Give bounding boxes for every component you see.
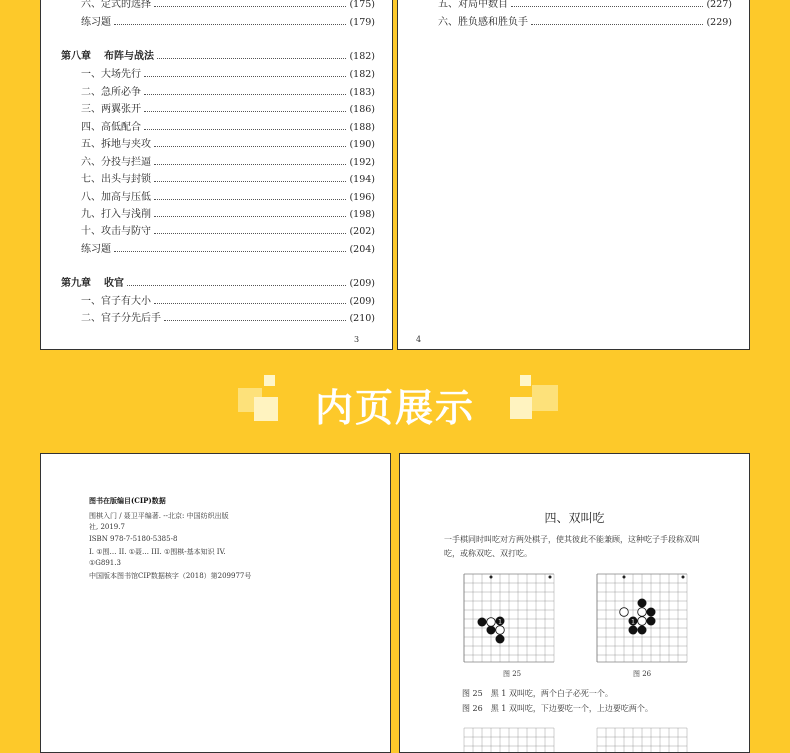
black-stone bbox=[487, 626, 496, 635]
white-stone bbox=[638, 608, 647, 617]
content-heading: 四、双叫吃 bbox=[544, 511, 605, 525]
toc-entry bbox=[81, 225, 375, 238]
toc-title: 五、对局中数目 bbox=[438, 0, 508, 10]
toc-entry bbox=[81, 295, 375, 308]
cip-heading: 图书在版编目(CIP)数据 bbox=[89, 496, 166, 505]
toc-title: 一、官子有大小 bbox=[81, 296, 151, 307]
toc-title: 七、出头与封锁 bbox=[81, 174, 151, 185]
toc-entry bbox=[81, 156, 375, 169]
toc-entry bbox=[81, 16, 375, 29]
content-page bbox=[399, 453, 750, 753]
paragraph-line: 吃，或称双吃、双打吃。 bbox=[444, 549, 532, 558]
toc-entry bbox=[81, 243, 375, 256]
black-stone bbox=[629, 626, 638, 635]
dot-leader bbox=[154, 225, 346, 234]
cip-line: 围棋入门 / 聂卫平编著. --北京: 中国纺织出版 bbox=[89, 512, 229, 520]
dot-leader bbox=[531, 16, 703, 25]
toc-page: (175) bbox=[349, 0, 375, 10]
toc-page: (209) bbox=[349, 278, 375, 289]
toc-entry bbox=[81, 121, 375, 134]
toc-entry bbox=[438, 0, 732, 11]
toc-chapter-line bbox=[61, 277, 375, 290]
toc-chapter-name: 收官 bbox=[104, 278, 124, 289]
svg-text:1: 1 bbox=[631, 618, 635, 626]
figure-description: 图 26 黑 1 双叫吃，下边要吃一个，上边要吃两个。 bbox=[462, 704, 653, 713]
figure-caption: 图 25 bbox=[503, 670, 522, 678]
cip-line: I. ①围… II. ①聂… III. ①围棋-基本知识 IV. bbox=[89, 548, 226, 556]
toc-entry bbox=[81, 0, 375, 11]
figure-caption: 图 26 bbox=[633, 670, 652, 678]
toc-page: (227) bbox=[706, 0, 732, 10]
black-stone bbox=[647, 617, 656, 626]
toc-page: (183) bbox=[349, 87, 375, 98]
dot-leader bbox=[127, 277, 346, 286]
toc-page: (202) bbox=[349, 226, 375, 237]
dot-leader bbox=[114, 243, 346, 252]
toc-title: 第九章 bbox=[61, 278, 91, 289]
toc-page: (194) bbox=[349, 174, 375, 185]
dot-leader bbox=[144, 86, 346, 95]
toc-page: (209) bbox=[349, 296, 375, 307]
toc-entry bbox=[81, 103, 375, 116]
figure-description: 图 25 黑 1 双叫吃，两个白子必死一个。 bbox=[462, 689, 613, 698]
cip-line: ①G891.3 bbox=[89, 559, 121, 567]
star-point bbox=[623, 576, 626, 579]
toc-title: 三、两翼张开 bbox=[81, 104, 141, 115]
toc-title: 一、大场先行 bbox=[81, 69, 141, 80]
toc-title: 十、攻击与防守 bbox=[81, 226, 151, 237]
toc-title: 八、加高与压低 bbox=[81, 192, 151, 203]
toc-entry bbox=[81, 86, 375, 99]
toc-title: 练习题 bbox=[81, 244, 111, 255]
dot-leader bbox=[154, 295, 346, 304]
cip-page bbox=[40, 453, 391, 753]
white-stone bbox=[620, 608, 629, 617]
dot-leader bbox=[511, 0, 703, 7]
toc-title: 二、急所必争 bbox=[81, 87, 141, 98]
go-board-figure-26 bbox=[595, 572, 689, 664]
star-point bbox=[490, 576, 493, 579]
toc-title: 四、高低配合 bbox=[81, 122, 141, 133]
toc-title: 第八章 bbox=[61, 51, 91, 62]
dot-leader bbox=[144, 68, 346, 77]
toc-entry bbox=[81, 208, 375, 221]
toc-title: 九、打入与浅削 bbox=[81, 209, 151, 220]
dot-leader bbox=[157, 50, 346, 59]
toc-title: 六、分投与拦逼 bbox=[81, 157, 151, 168]
dot-leader bbox=[154, 173, 346, 182]
toc-entry bbox=[81, 173, 375, 186]
toc-page: (204) bbox=[349, 244, 375, 255]
toc-page: (182) bbox=[349, 69, 375, 80]
toc-page: (198) bbox=[349, 209, 375, 220]
toc-page: (179) bbox=[349, 17, 375, 28]
toc-title: 六、定式的选择 bbox=[81, 0, 151, 10]
black-stone-move-1 bbox=[629, 617, 638, 626]
paragraph-line: 一手棋同时叫吃对方两处棋子，使其彼此不能兼顾，这种吃子手段称双叫 bbox=[444, 535, 700, 544]
star-point bbox=[549, 576, 552, 579]
toc-page: (188) bbox=[349, 122, 375, 133]
dot-leader bbox=[154, 191, 346, 200]
toc-page-right bbox=[397, 0, 750, 350]
toc-page: (186) bbox=[349, 104, 375, 115]
black-stone bbox=[478, 618, 487, 627]
toc-title: 五、拆地与夹攻 bbox=[81, 139, 151, 150]
page-number: 4 bbox=[416, 335, 422, 344]
go-board-next bbox=[595, 726, 689, 753]
toc-entry bbox=[438, 16, 732, 29]
toc-page: (192) bbox=[349, 157, 375, 168]
white-stone bbox=[638, 617, 647, 626]
black-stone bbox=[638, 626, 647, 635]
toc-page: (182) bbox=[349, 51, 375, 62]
toc-entry bbox=[81, 138, 375, 151]
toc-chapter-line bbox=[61, 50, 375, 63]
dot-leader bbox=[154, 0, 346, 7]
white-stone bbox=[487, 618, 496, 627]
cip-line: 中国版本图书馆CIP数据核字（2018）第209977号 bbox=[89, 572, 252, 580]
section-title: 内页展示 bbox=[314, 386, 475, 430]
dot-leader bbox=[154, 208, 346, 217]
dot-leader bbox=[144, 121, 346, 130]
toc-title: 二、官子分先后手 bbox=[81, 313, 161, 324]
white-stone bbox=[496, 626, 505, 635]
toc-chapter-name: 布阵与战法 bbox=[104, 51, 154, 62]
toc-page: (229) bbox=[706, 17, 732, 28]
decorative-squares-right bbox=[510, 375, 564, 427]
dot-leader bbox=[154, 138, 346, 147]
black-stone-move-1 bbox=[496, 617, 505, 626]
dot-leader bbox=[144, 103, 346, 112]
toc-entry bbox=[81, 191, 375, 204]
dot-leader bbox=[164, 312, 346, 321]
toc-page-left bbox=[40, 0, 393, 350]
star-point bbox=[682, 576, 685, 579]
toc-page: (190) bbox=[349, 139, 375, 150]
black-stone bbox=[638, 599, 647, 608]
go-board-figure-25 bbox=[462, 572, 556, 664]
toc-page: (210) bbox=[349, 313, 375, 324]
page-number: 3 bbox=[354, 335, 360, 344]
go-board-next bbox=[462, 726, 556, 753]
cip-line: ISBN 978-7-5180-5385-8 bbox=[89, 535, 178, 543]
toc-entry bbox=[81, 68, 375, 81]
cip-line: 社, 2019.7 bbox=[89, 523, 125, 531]
dot-leader bbox=[114, 16, 346, 25]
black-stone bbox=[647, 608, 656, 617]
toc-title: 练习题 bbox=[81, 17, 111, 28]
toc-page: (196) bbox=[349, 192, 375, 203]
toc-title: 六、胜负感和胜负手 bbox=[438, 17, 528, 28]
toc-entry bbox=[81, 312, 375, 325]
svg-text:1: 1 bbox=[498, 618, 502, 626]
dot-leader bbox=[154, 156, 346, 165]
black-stone bbox=[496, 635, 505, 644]
